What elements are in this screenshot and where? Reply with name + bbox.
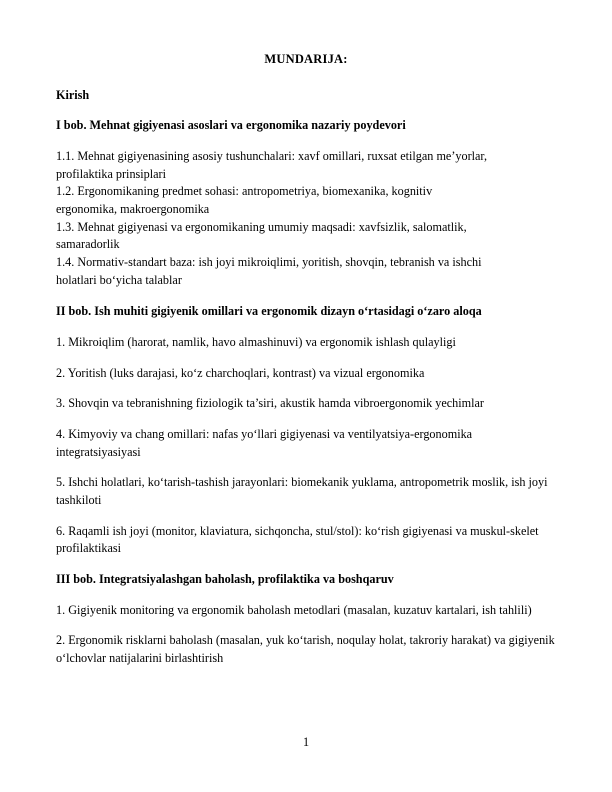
section-heading-bob-2: II bob. Ish muhiti gigiyenik omillari va ergonomik dizayn o‘rtasidagi o‘zaro aloqa xyxy=(56,304,482,319)
list-item: 3. Shovqin va tebranishning fiziologik ta’siri, akustik hamda vibroergonomik yechimlar xyxy=(56,396,484,411)
list-item: 1.3. Mehnat gigiyenasi va ergonomikaning umumiy maqsadi: xavfsizlik, salomatlik, xyxy=(56,219,467,234)
list-item: 1. Gigiyenik monitoring va ergonomik baholash metodlari (masalan, kuzatuv kartalari, ish tahlili) xyxy=(56,602,532,617)
list-item: 2. Yoritish (luks darajasi, ko‘z charchoqlari, kontrast) va vizual ergonomika xyxy=(56,365,425,380)
list-item: 1. Mikroiqlim (harorat, namlik, havo almashinuvi) va ergonomik ishlash qulayligi xyxy=(56,334,456,349)
section-heading-bob-3: III bob. Integratsiyalashgan baholash, profilaktika va boshqaruv xyxy=(56,572,394,587)
list-item: profilaktika prinsiplari xyxy=(56,166,166,181)
list-item: samaradorlik xyxy=(56,237,120,252)
list-item: 1.1. Mehnat gigiyenasining asosiy tushunchalari: xavf omillari, ruxsat etilgan me’yorlar, xyxy=(56,148,488,163)
list-item: 2. Ergonomik risklarni baholash (masalan, yuk ko‘tarish, noqulay holat, takroriy harakat) va gigiyenik o‘lchovlar natijalarini birlashtirish xyxy=(56,633,555,665)
list-item: 1.4. Normativ-standart baza: ish joyi mikroiqlimi, yoritish, shovqin, tebranish va ishchi xyxy=(56,255,482,270)
list-item: ergonomika, makroergonomika xyxy=(56,202,210,216)
section-list-bob-1 xyxy=(56,148,556,290)
page-title: MUNDARIJA: xyxy=(264,52,348,66)
list-item: 6. Raqamli ish joyi (monitor, klaviatura, sichqoncha, stul/stol): ko‘rish gigiyenasi va muskul-skelet profilaktikasi xyxy=(56,523,539,556)
page-number: 1 xyxy=(302,735,310,749)
list-item: 1.2. Ergonomikaning predmet sohasi: antropometriya, biomexanika, kognitiv xyxy=(56,184,433,199)
section-heading-bob-1: I bob. Mehnat gigiyenasi asoslari va ergonomika nazariy poydevori xyxy=(56,118,406,133)
list-item: holatlari bo‘yicha talablar xyxy=(56,272,182,287)
list-item: 5. Ishchi holatlari, ko‘tarish-tashish jarayonlari: biomekanik yuklama, antropometrik moslik, ish joyi tashkiloti xyxy=(56,475,548,508)
list-item: 4. Kimyoviy va chang omillari: nafas yo‘llari gigiyenasi va ventilyatsiya-ergonomika integratsiyasiyasi xyxy=(56,426,473,459)
section-heading-kirish: Kirish xyxy=(56,88,90,102)
